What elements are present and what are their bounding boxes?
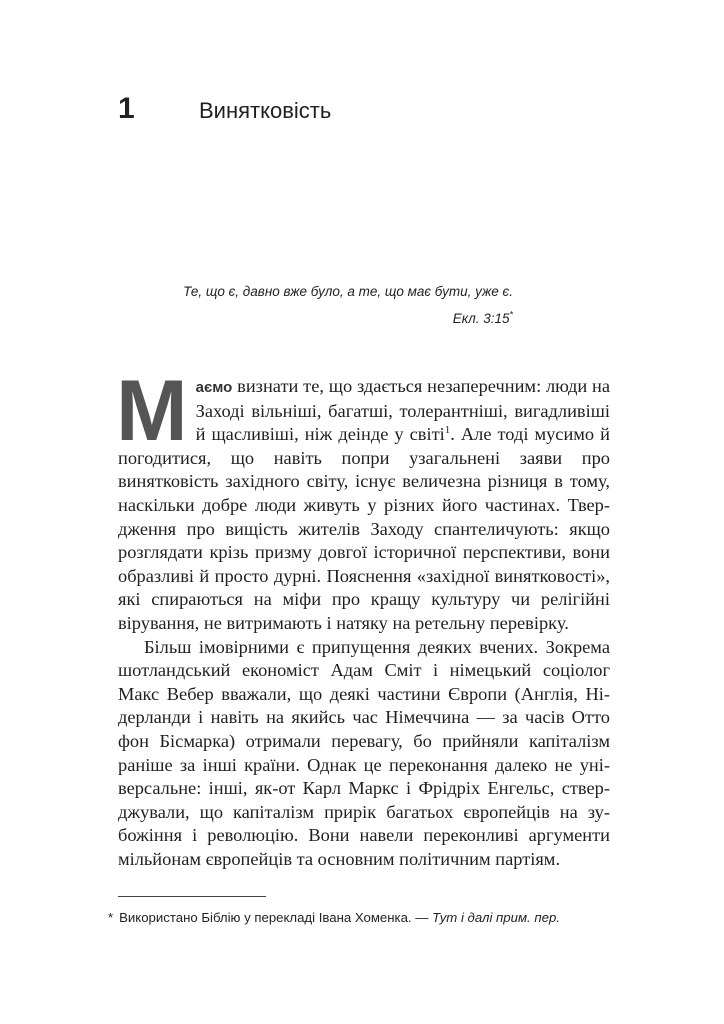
epigraph-source-label: Екл. 3:15	[452, 311, 510, 326]
dropcap: М	[116, 363, 188, 459]
epigraph-source	[150, 311, 513, 326]
body-text	[116, 363, 610, 871]
paragraph-2: Більш імовірними є припущення деяких вчених. Зокрема шотландський економіст Адам Сміт і німецький соціолог Макс Вебер вважали, що деякі частини Європи (Англія, Нідерланди і навіть на якийсь час Німеччина — за часів Отто фон Бісмарка) отримали перевагу, бо прийняли капіталізм раніше за інші країни. Однак це переконання далеко не універсальне: інші, як-от Карл Маркс і Фрідріх Енгельс, стверджували, що капіталізм прирік багатьох європейців на зубожіння і революцію. Вони навели переконливі аргументи мільйонам європейців та основним політичним партіям.	[118, 636, 610, 869]
lead-word: аємо	[195, 379, 233, 396]
paragraph-1	[116, 363, 610, 636]
chapter-title: Винятковість	[199, 98, 332, 123]
footnote	[108, 910, 628, 925]
epigraph	[150, 284, 513, 326]
footnote-reference: 1	[444, 424, 451, 437]
footnote-rule	[118, 896, 266, 897]
chapter-number: 1	[118, 92, 135, 125]
footnote-text: Використано Біблію у перекладі Івана Хоменка. —	[119, 910, 433, 925]
epigraph-text: Те, що є, давно вже було, а те, що має бути, уже є.	[183, 284, 513, 299]
footnote-marker: *	[108, 910, 114, 925]
footnote-italic-note: Тут і далі прим. пер.	[432, 910, 560, 925]
paragraph-1-text-a: визнати те, що здається незаперечним: люди на Заході вільніші, багатші, толерантніші, вигадливіші й щасливіші, ніж деінде у світі	[195, 376, 610, 445]
paragraph-1-text-b: . Але тоді мусимо й погодитися, що навіть попри узагальнені заяви про винятковість західного світу, існує величезна різниця в тому, наскільки добре люди живуть у різних його частинах. Твердження про вищість жителів Заходу спантеличують: якщо розглядати крізь призму довгої історичної перспективи, вони образливі й просто дурні. Пояснення «західної винятковості», які спираються на міфи про кращу культуру чи релігійні вірування, не витримають і натяку на ретельну перевірку.	[118, 424, 610, 633]
epigraph-footnote-marker: *	[509, 309, 513, 320]
